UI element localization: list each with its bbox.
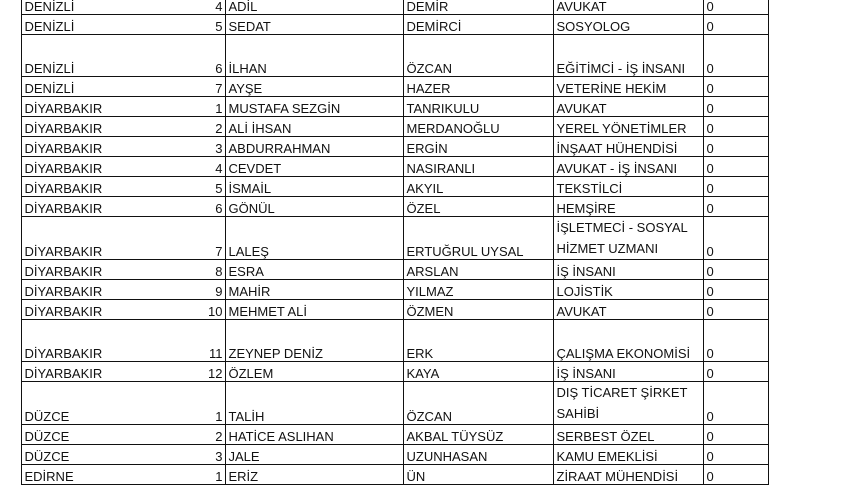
order-number-cell: 2 bbox=[215, 429, 223, 444]
province-number-cell bbox=[21, 35, 225, 77]
province-cell: DENİZLİ bbox=[24, 81, 75, 96]
surname-cell: AKBAL TÜYSÜZ bbox=[403, 425, 553, 445]
order-number-cell: 2 bbox=[215, 121, 223, 136]
province-cell: DÜZCE bbox=[24, 409, 70, 424]
order-number-cell: 12 bbox=[208, 366, 223, 381]
surname-cell: DEMİR bbox=[403, 0, 553, 15]
order-number-cell: 3 bbox=[215, 449, 223, 464]
profession-cell: AVUKAT - İŞ İNSANI bbox=[553, 157, 703, 177]
value-cell: 0 bbox=[703, 137, 768, 157]
value-cell: 0 bbox=[703, 260, 768, 280]
province-cell: DÜZCE bbox=[24, 429, 70, 444]
value-cell: 0 bbox=[703, 300, 768, 320]
table-row bbox=[0, 362, 768, 382]
table-row bbox=[0, 0, 768, 15]
value-cell: 0 bbox=[703, 445, 768, 465]
province-cell: EDİRNE bbox=[24, 469, 74, 484]
province-number-cell bbox=[21, 425, 225, 445]
profession-cell: ZİRAAT MÜHENDİSİ bbox=[553, 465, 703, 485]
row-margin bbox=[0, 137, 21, 157]
first-name-cell: ABDURRAHMAN bbox=[225, 137, 403, 157]
profession-cell: İŞLETMECİ - SOSYAL HİZMET UZMANI bbox=[553, 217, 703, 260]
province-number-cell bbox=[21, 382, 225, 425]
order-number-cell: 10 bbox=[208, 304, 223, 319]
profession-cell: KAMU EMEKLİSİ bbox=[553, 445, 703, 465]
first-name-cell: ÖZLEM bbox=[225, 362, 403, 382]
surname-cell: AKYIL bbox=[403, 177, 553, 197]
surname-cell: ERK bbox=[403, 320, 553, 362]
table-row bbox=[0, 197, 768, 217]
row-margin bbox=[0, 280, 21, 300]
province-number-cell bbox=[21, 137, 225, 157]
province-cell: DİYARBAKIR bbox=[24, 264, 103, 279]
profession-cell: DIŞ TİCARET ŞİRKET SAHİBİ bbox=[553, 382, 703, 425]
order-number-cell: 1 bbox=[215, 469, 223, 484]
profession-cell: SOSYOLOG bbox=[553, 15, 703, 35]
province-cell: DİYARBAKIR bbox=[24, 181, 103, 196]
profession-cell: SERBEST ÖZEL bbox=[553, 425, 703, 445]
surname-cell: MERDANOĞLU bbox=[403, 117, 553, 137]
order-number-cell: 11 bbox=[209, 346, 223, 361]
profession-cell: TEKSTİLCİ bbox=[553, 177, 703, 197]
order-number-cell: 1 bbox=[215, 101, 223, 116]
row-margin bbox=[0, 217, 21, 260]
value-cell: 0 bbox=[703, 197, 768, 217]
province-cell: DENİZLİ bbox=[24, 19, 75, 34]
province-number-cell bbox=[21, 117, 225, 137]
table-row bbox=[0, 260, 768, 280]
value-cell: 0 bbox=[703, 382, 768, 425]
row-margin bbox=[0, 177, 21, 197]
surname-cell: TANRIKULU bbox=[403, 97, 553, 117]
surname-cell: ÖZCAN bbox=[403, 35, 553, 77]
value-cell: 0 bbox=[703, 425, 768, 445]
row-margin bbox=[0, 445, 21, 465]
first-name-cell: JALE bbox=[225, 445, 403, 465]
value-cell: 0 bbox=[703, 177, 768, 197]
profession-cell: HEMŞİRE bbox=[553, 197, 703, 217]
table-row bbox=[0, 280, 768, 300]
first-name-cell: SEDAT bbox=[225, 15, 403, 35]
first-name-cell: GÖNÜL bbox=[225, 197, 403, 217]
row-margin bbox=[0, 117, 21, 137]
surname-cell: UZUNHASAN bbox=[403, 445, 553, 465]
row-margin bbox=[0, 97, 21, 117]
first-name-cell: ALİ İHSAN bbox=[225, 117, 403, 137]
value-cell: 0 bbox=[703, 362, 768, 382]
profession-cell: YEREL YÖNETİMLER bbox=[553, 117, 703, 137]
order-number-cell: 7 bbox=[215, 244, 223, 259]
table-row bbox=[0, 382, 768, 425]
province-number-cell bbox=[21, 300, 225, 320]
province-cell: DİYARBAKIR bbox=[24, 101, 103, 116]
table-row bbox=[0, 137, 768, 157]
table-row bbox=[0, 217, 768, 260]
value-cell: 0 bbox=[703, 217, 768, 260]
table-row bbox=[0, 77, 768, 97]
province-number-cell bbox=[21, 280, 225, 300]
province-number-cell bbox=[21, 177, 225, 197]
first-name-cell: MUSTAFA SEZGİN bbox=[225, 97, 403, 117]
first-name-cell: ADİL bbox=[225, 0, 403, 15]
value-cell: 0 bbox=[703, 465, 768, 485]
province-number-cell bbox=[21, 445, 225, 465]
province-number-cell bbox=[21, 197, 225, 217]
value-cell: 0 bbox=[703, 15, 768, 35]
province-number-cell bbox=[21, 0, 225, 15]
first-name-cell: LALEŞ bbox=[225, 217, 403, 260]
surname-cell: KAYA bbox=[403, 362, 553, 382]
province-cell: DİYARBAKIR bbox=[24, 366, 103, 381]
first-name-cell: İSMAİL bbox=[225, 177, 403, 197]
value-cell: 0 bbox=[703, 280, 768, 300]
order-number-cell: 3 bbox=[215, 141, 223, 156]
table-row bbox=[0, 445, 768, 465]
province-cell: DİYARBAKIR bbox=[24, 304, 103, 319]
table-row bbox=[0, 15, 768, 35]
row-margin bbox=[0, 260, 21, 280]
province-number-cell bbox=[21, 15, 225, 35]
table-row bbox=[0, 320, 768, 362]
surname-cell: ÖZCAN bbox=[403, 382, 553, 425]
province-cell: DİYARBAKIR bbox=[24, 161, 103, 176]
province-number-cell bbox=[21, 320, 225, 362]
value-cell: 0 bbox=[703, 77, 768, 97]
province-cell: DÜZCE bbox=[24, 449, 70, 464]
row-margin bbox=[0, 465, 21, 485]
order-number-cell: 9 bbox=[215, 284, 223, 299]
surname-cell: ERTUĞRUL UYSAL bbox=[403, 217, 553, 260]
first-name-cell: MEHMET ALİ bbox=[225, 300, 403, 320]
province-number-cell bbox=[21, 362, 225, 382]
first-name-cell: MAHİR bbox=[225, 280, 403, 300]
profession-cell: EĞİTİMCİ - İŞ İNSANI bbox=[553, 35, 703, 77]
surname-cell: ERGİN bbox=[403, 137, 553, 157]
profession-cell: VETERİNE HEKİM bbox=[553, 77, 703, 97]
surname-cell: HAZER bbox=[403, 77, 553, 97]
province-number-cell bbox=[21, 157, 225, 177]
order-number-cell: 4 bbox=[215, 161, 223, 176]
province-number-cell bbox=[21, 260, 225, 280]
order-number-cell: 8 bbox=[215, 264, 223, 279]
row-margin bbox=[0, 362, 21, 382]
first-name-cell: ERİZ bbox=[225, 465, 403, 485]
surname-cell: NASIRANLI bbox=[403, 157, 553, 177]
province-cell: DİYARBAKIR bbox=[24, 121, 103, 136]
profession-cell: AVUKAT bbox=[553, 0, 703, 15]
profession-cell: İNŞAAT HÜHENDİSİ bbox=[553, 137, 703, 157]
province-cell: DİYARBAKIR bbox=[24, 141, 103, 156]
province-cell: DENİZLİ bbox=[24, 61, 75, 76]
row-margin bbox=[0, 77, 21, 97]
row-margin bbox=[0, 300, 21, 320]
row-margin bbox=[0, 425, 21, 445]
province-cell: DİYARBAKIR bbox=[24, 244, 103, 259]
province-number-cell bbox=[21, 77, 225, 97]
surname-cell: ARSLAN bbox=[403, 260, 553, 280]
province-cell: DİYARBAKIR bbox=[24, 346, 103, 361]
province-cell: DİYARBAKIR bbox=[24, 201, 103, 216]
surname-cell: ÖZMEN bbox=[403, 300, 553, 320]
first-name-cell: HATİCE ASLIHAN bbox=[225, 425, 403, 445]
first-name-cell: ZEYNEP DENİZ bbox=[225, 320, 403, 362]
first-name-cell: CEVDET bbox=[225, 157, 403, 177]
row-margin bbox=[0, 197, 21, 217]
province-cell: DİYARBAKIR bbox=[24, 284, 103, 299]
table-row bbox=[0, 97, 768, 117]
row-margin bbox=[0, 382, 21, 425]
first-name-cell: TALİH bbox=[225, 382, 403, 425]
first-name-cell: İLHAN bbox=[225, 35, 403, 77]
profession-cell: ÇALIŞMA EKONOMİSİ bbox=[553, 320, 703, 362]
first-name-cell: ESRA bbox=[225, 260, 403, 280]
province-number-cell bbox=[21, 97, 225, 117]
row-margin bbox=[0, 0, 21, 15]
order-number-cell: 6 bbox=[215, 61, 223, 76]
order-number-cell: 5 bbox=[215, 19, 223, 34]
order-number-cell: 1 bbox=[215, 409, 223, 424]
profession-cell: İŞ İNSANI bbox=[553, 260, 703, 280]
table-row bbox=[0, 177, 768, 197]
table-row bbox=[0, 425, 768, 445]
value-cell: 0 bbox=[703, 97, 768, 117]
row-margin bbox=[0, 35, 21, 77]
province-number-cell bbox=[21, 465, 225, 485]
order-number-cell: 7 bbox=[215, 81, 223, 96]
profession-cell: LOJİSTİK bbox=[553, 280, 703, 300]
value-cell: 0 bbox=[703, 35, 768, 77]
surname-cell: YILMAZ bbox=[403, 280, 553, 300]
row-margin bbox=[0, 320, 21, 362]
profession-cell: AVUKAT bbox=[553, 300, 703, 320]
value-cell: 0 bbox=[703, 0, 768, 15]
surname-cell: DEMİRCİ bbox=[403, 15, 553, 35]
value-cell: 0 bbox=[703, 320, 768, 362]
table-row bbox=[0, 117, 768, 137]
table-row bbox=[0, 465, 768, 485]
table-row bbox=[0, 300, 768, 320]
surname-cell: ÜN bbox=[403, 465, 553, 485]
profession-cell: İŞ İNSANI bbox=[553, 362, 703, 382]
province-cell: DENİZLİ bbox=[24, 0, 75, 14]
province-number-cell bbox=[21, 217, 225, 260]
order-number-cell: 4 bbox=[215, 0, 223, 14]
value-cell: 0 bbox=[703, 117, 768, 137]
surname-cell: ÖZEL bbox=[403, 197, 553, 217]
first-name-cell: AYŞE bbox=[225, 77, 403, 97]
order-number-cell: 6 bbox=[215, 201, 223, 216]
row-margin bbox=[0, 15, 21, 35]
row-margin bbox=[0, 157, 21, 177]
table-row bbox=[0, 35, 768, 77]
table-row bbox=[0, 157, 768, 177]
value-cell: 0 bbox=[703, 157, 768, 177]
order-number-cell: 5 bbox=[215, 181, 223, 196]
profession-cell: AVUKAT bbox=[553, 97, 703, 117]
